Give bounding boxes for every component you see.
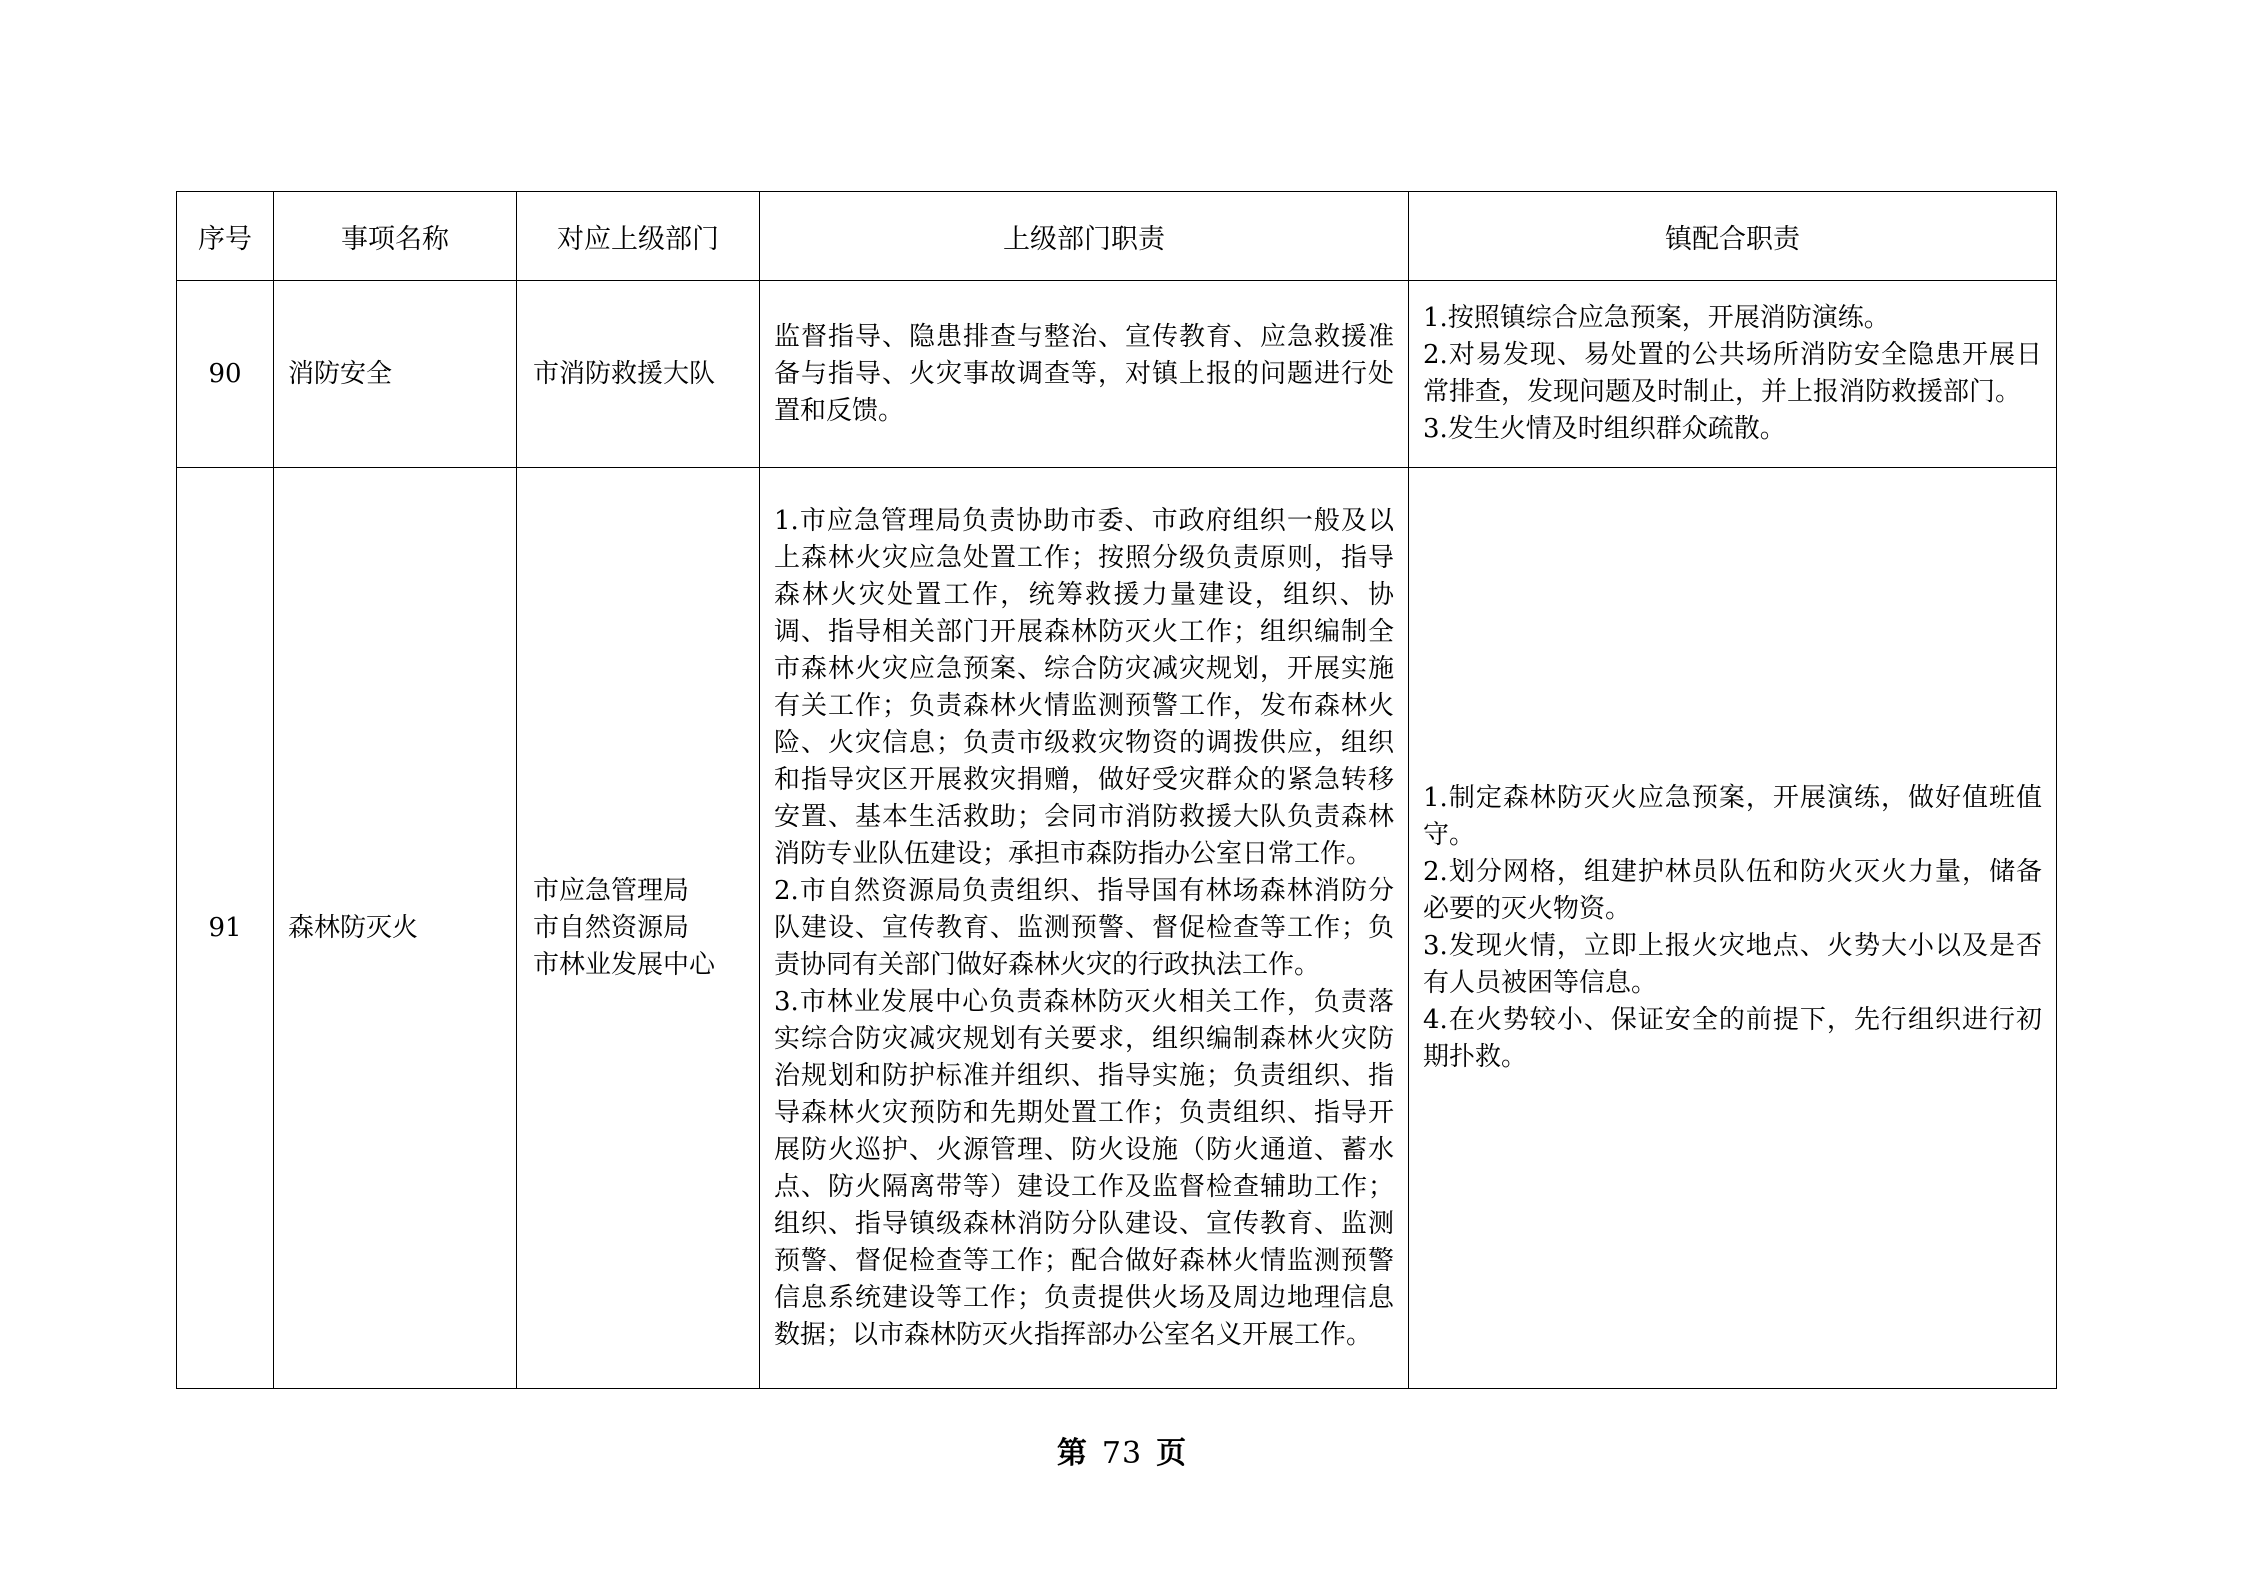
row-departments (517, 468, 760, 1389)
upper-duty-paragraph: 3.市林业发展中心负责森林防灭火相关工作，负责落实综合防灾减灾规划有关要求，组织编制森林火灾防治规划和防护标准并组织、指导实施；负责组织、指导森林火灾预防和先期处置工作；负责组织、指导开展防火巡护、火源管理、防火设施（防火通道、蓄水点、防火隔离带等）建设工作及监督检查辅助工作；组织、指导镇级森林消防分队建设、宣传教育、监测预警、督促检查等工作；配合做好森林火情监测预警信息系统建设等工作；负责提供火场及周边地理信息数据；以市森林防灭火指挥部办公室名义开展工作。 (774, 986, 1394, 1350)
row-no: 90 (177, 281, 274, 468)
department-name: 市自然资源局 (533, 912, 690, 943)
row-item-name: 消防安全 (274, 281, 517, 468)
row-town-duties (1409, 281, 2057, 468)
duty-table (176, 191, 2057, 1389)
upper-duty-paragraph: 1.市应急管理局负责协助市委、市政府组织一般及以上森林火灾应急处置工作；按照分级负责原则，指导森林火灾处置工作，统筹救援力量建设，组织、协调、指导相关部门开展森林防灭火工作；组织编制全市森林火灾应急预案、综合防灾减灾规划，开展实施有关工作；负责森林火情监测预警工作，发布森林火险、火灾信息；负责市级救灾物资的调拨供应，组织和指导灾区开展救灾捐赠，做好受灾群众的紧急转移安置、基本生活救助；会同市消防救援大队负责森林消防专业队伍建设；承担市森防指办公室日常工作。 (774, 505, 1394, 869)
town-duty-item: 3.发生火情及时组织群众疏散。 (1423, 414, 1786, 444)
row-town-duties (1409, 468, 2057, 1389)
upper-duty-paragraph: 2.市自然资源局负责组织、指导国有林场森林消防分队建设、宣传教育、监测预警、督促检查等工作；负责协同有关部门做好森林火灾的行政执法工作。 (774, 875, 1394, 980)
header-no: 序号 (177, 192, 274, 281)
department-name: 市应急管理局 (533, 875, 690, 906)
row-item-name: 森林防灭火 (274, 468, 517, 1389)
row-no: 91 (177, 468, 274, 1389)
table-row (177, 281, 2057, 468)
town-duty-item: 1.按照镇综合应急预案，开展消防演练。 (1423, 303, 1890, 333)
row-departments (517, 281, 760, 468)
table-header-row (177, 192, 2057, 281)
town-duty-item: 2.对易发现、易处置的公共场所消防安全隐患开展日常排查，发现问题及时制止，并上报消防救援部门。 (1423, 340, 2042, 407)
town-duty-item: 3.发现火情，立即上报火灾地点、火势大小以及是否有人员被困等信息。 (1423, 931, 2042, 998)
page-footer (0, 1428, 2244, 1472)
department-name: 市林业发展中心 (533, 949, 716, 980)
upper-duty-paragraph: 监督指导、隐患排查与整治、宣传教育、应急救援准备与指导、火灾事故调查等，对镇上报的问题进行处置和反馈。 (774, 321, 1394, 426)
town-duty-item: 2.划分网格，组建护林员队伍和防火灭火力量，储备必要的灭火物资。 (1423, 857, 2042, 924)
town-duty-item: 1.制定森林防灭火应急预案，开展演练，做好值班值守。 (1423, 783, 2042, 850)
town-duty-item: 4.在火势较小、保证安全的前提下，先行组织进行初期扑救。 (1423, 1005, 2042, 1072)
header-upper-duties: 上级部门职责 (760, 192, 1409, 281)
header-item-name: 事项名称 (274, 192, 517, 281)
department-name: 市消防救援大队 (533, 358, 716, 389)
header-department: 对应上级部门 (517, 192, 760, 281)
row-upper-duties (760, 468, 1409, 1389)
page-suffix: 页 (1156, 1436, 1188, 1471)
page-prefix: 第 (1056, 1436, 1088, 1471)
table-row (177, 468, 2057, 1389)
row-upper-duties (760, 281, 1409, 468)
page-number: 73 (1101, 1436, 1143, 1471)
header-town-duties: 镇配合职责 (1409, 192, 2057, 281)
